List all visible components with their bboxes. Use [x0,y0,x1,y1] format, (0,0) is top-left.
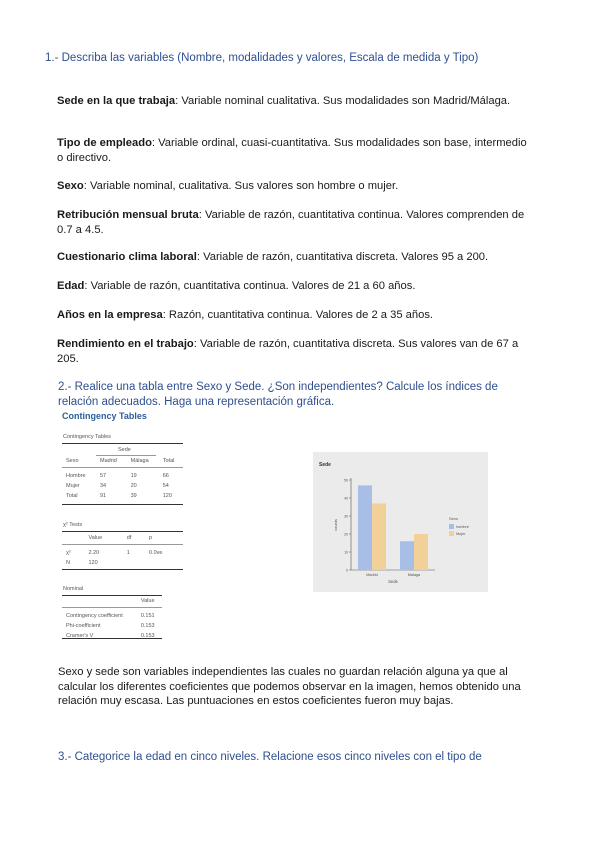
table-cell: 57 [100,473,107,479]
table-cell: Cramer's V [66,633,94,639]
y-tick-label: 50 [344,478,348,483]
y-tick-label: 0 [346,568,348,573]
table-cell: Mujer [66,483,80,489]
var-anos-empresa [57,308,527,323]
table-cell: Total [66,493,78,499]
header-cell: Total [162,458,175,464]
table-rule [62,504,183,505]
table-cell: 39 [130,493,137,499]
var-name: Edad [57,280,85,292]
var-rendimiento [57,337,527,366]
table-row [62,558,183,568]
table-row [62,611,162,621]
y-tick-label: 30 [344,514,348,519]
table-row [62,481,183,491]
table-rule [62,467,183,468]
var-name: Retribución mensual bruta [57,209,199,221]
legend-label: hombre [456,525,469,529]
table-cell: Hombre [66,473,86,479]
var-desc: : Variable de razón, cuantitativa continua. Valores de 21 a 60 años. [84,280,416,292]
legend-title: Sexo [449,516,459,521]
table-cell: 91 [100,493,107,499]
table-rule [62,443,183,444]
table-cell: Phi-coefficient [66,623,101,629]
legend-swatch [449,524,454,529]
table-cell: χ² [66,550,71,556]
bar [400,541,414,570]
table-cell: 0.153 [140,633,155,639]
var-tipo-empleado [57,136,527,165]
header-cell [62,596,137,606]
var-desc: : Variable de razón, cuantitativa continua. Valores comprenden de 0.7 a 4.5. [57,209,525,236]
contingency-table [62,456,183,501]
answer-2: Sexo y sede son variables independientes las cuales no guardan relación alguna ya que al calcular los diferentes coeficientes que podemos observar en la imagen, hemos obtenido una relación muy escasa. Las puntuaciones en estos coeficientes fueron muy bajas. [58,666,521,707]
table-cell: 120 [162,493,172,499]
nominal-label: Nominal [63,586,84,592]
x-axis-label: Sede [388,579,398,584]
header-cell [62,533,84,543]
table-cell: 0.153 [140,623,155,629]
var-desc: : Variable de razón, cuantitativa discreta. Valores 95 a 200. [196,251,489,263]
chisq-label: χ² Tests [63,522,83,528]
table-cell: Contingency coefficient [66,613,123,619]
question-2: 2.- Realice una tabla entre Sexo y Sede. ¿Son independientes? Calcule los índices de relación adecuados. Haga una representación gráfica. [58,381,498,408]
table-cell: 0.0ve [149,550,163,556]
table-cell: 2.20 [88,550,100,556]
var-name: Rendimiento en el trabajo [57,338,194,350]
table-header-row [62,596,162,606]
header-cell: Value [88,535,103,541]
legend-label: Mujer [456,532,466,536]
var-name: Cuestionario clima laboral [57,251,197,263]
header-cell: Málaga [130,458,149,464]
y-tick-label: 40 [344,496,348,501]
var-clima-laboral [57,250,527,265]
var-name: Tipo de empleado [57,137,152,149]
table-cell: 20 [130,483,137,489]
table-row [62,621,162,631]
table-row [62,548,183,558]
table-cell: 120 [88,560,98,566]
bar [414,534,428,570]
var-desc: : Variable nominal cualitativa. Sus modalidades son Madrid/Málaga. [175,95,511,107]
header-cell: Value [140,598,155,604]
table-cell: 0.151 [140,613,155,619]
table-cell [145,558,183,568]
table-row [62,631,162,641]
y-tick-label: 20 [344,532,348,537]
var-name: Años en la empresa [57,309,163,321]
table-header-row [62,533,183,543]
table-cell: 34 [100,483,107,489]
contingency-title: Contingency Tables [62,411,147,421]
var-desc: : Variable nominal, cualitativa. Sus valores son hombre o mujer. [83,180,399,192]
chart-title: Sede [319,462,331,468]
var-edad [57,279,527,294]
header-cell: p [149,535,153,541]
table-cell: 1 [126,550,130,556]
table-header-row [62,456,183,466]
var-desc: : Variable de razón, cuantitativa discreta. Sus valores van de 67 a 205. [57,338,519,365]
table-rule [62,569,183,570]
header-cell: Sexo [66,458,79,464]
var-sexo [57,179,527,194]
var-desc: : Razón, cuantitativa continua. Valores de 2 a 35 años. [162,309,434,321]
header-cell: Madrid [100,458,117,464]
nominal-table [62,596,162,641]
table-rule [62,607,162,608]
table-cell: N [66,560,70,566]
table-row [62,471,183,481]
header-cell: df [126,535,132,541]
var-retribucion [57,208,527,237]
legend-swatch [449,531,454,536]
chisq-table [62,533,183,568]
var-sede [57,94,527,109]
group-header: Sede [118,447,131,453]
bar [372,503,386,570]
var-desc: : Variable ordinal, cuasi-cuantitativa. Sus modalidades son base, intermedio o directivo. [57,137,527,164]
x-tick-label: Madrid [366,573,378,577]
var-name: Sede en la que trabaja [57,95,176,107]
table-cell: 19 [130,473,137,479]
y-axis-label: counts [333,519,338,531]
table-cell: 66 [162,473,169,479]
y-tick-label: 10 [344,550,348,555]
var-name: Sexo [57,180,84,192]
table-row [62,491,183,501]
bar-chart [313,452,488,592]
table-rule [62,638,162,639]
table-cell: 54 [162,483,169,489]
table-rule [62,544,183,545]
table-rule [62,531,183,532]
question-3: 3.- Categorice la edad en cinco niveles. Relacione esos cinco niveles con el tipo de [58,751,482,763]
bar [358,485,372,570]
chart-background [313,452,488,592]
x-tick-label: Málaga [407,573,421,577]
contingency-table-label: Contingency Tables [63,434,111,440]
question-1: 1.- Describa las variables (Nombre, modalidades y valores, Escala de medida y Tipo) [45,52,479,64]
table-cell [123,558,145,568]
